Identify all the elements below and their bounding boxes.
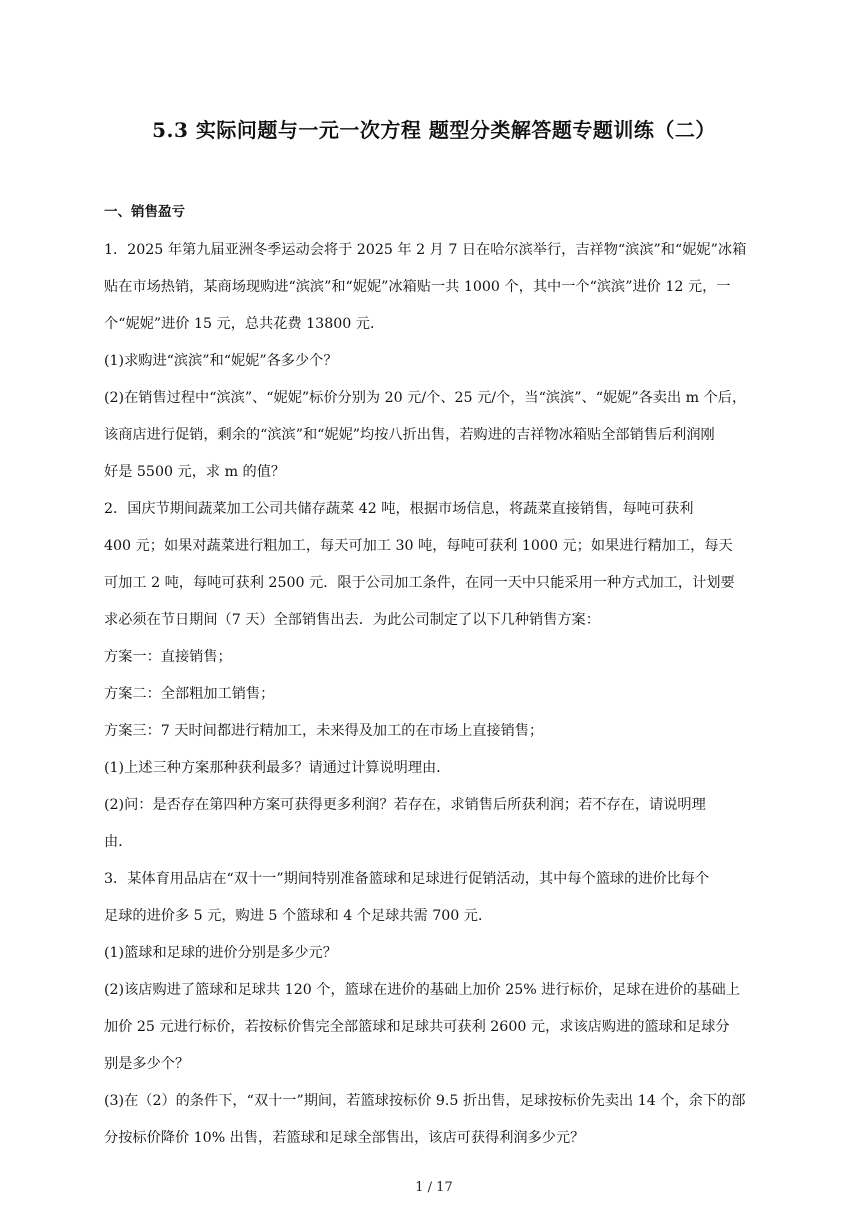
text-line: (1)上述三种方案那种获利最多？请通过计算说明理由．: [104, 760, 451, 776]
text-line: 足球的进价多 5 元，购进 5 个篮球和 4 个足球共需 700 元．: [104, 908, 493, 924]
text-line: 可加工 2 吨，每吨可获利 2500 元．限于公司加工条件，在同一天中只能采用一种方式加工，计划要: [104, 575, 735, 591]
text-line: 由．: [104, 834, 133, 850]
document-title: 5.3 实际问题与一元一次方程 题型分类解答题专题训练（二）: [152, 118, 716, 142]
text-line: 求必须在节日期间（7 天）全部销售出去．为此公司制定了以下几种销售方案：: [104, 612, 600, 628]
text-line: (2)该店购进了篮球和足球共 120 个，篮球在进价的基础上加价 25% 进行标价，足球在进价的基础上: [104, 982, 740, 998]
text-line: 贴在市场热销，某商场现购进“滨滨”和“妮妮”冰箱贴一共 1000 个，其中一个“滨滨”进价 12 元，一: [104, 279, 731, 295]
text-line: 分按标价降价 10% 出售，若篮球和足球全部售出，该店可获得利润多少元？: [104, 1130, 585, 1146]
text-line: 方案三：7 天时间都进行精加工，未来得及加工的在市场上直接销售；: [104, 723, 544, 739]
text-line: 好是 5500 元，求 m 的值？: [104, 464, 286, 480]
text-line: (1)求购进“滨滨”和“妮妮”各多少个？: [104, 353, 338, 369]
text-line: 个“妮妮”进价 15 元，总共花费 13800 元．: [104, 316, 385, 332]
text-line: (3)在（2）的条件下，“双十一”期间，若篮球按标价 9.5 折出售，足球按标价先卖出 14 个，余下的部: [104, 1093, 746, 1109]
text-line: 该商店进行促销，剩余的“滨滨”和“妮妮”均按八折出售，若购进的吉祥物冰箱贴全部销售后利润刚: [104, 427, 715, 443]
text-line: 3．某体育用品店在“双十一”期间特别准备篮球和足球进行促销活动，其中每个篮球的进价比每个: [104, 871, 710, 887]
text-line: (2)在销售过程中“滨滨”、“妮妮”标价分别为 20 元/个、25 元/个，当“滨滨”、“妮妮”各卖出 m 个后，: [104, 390, 747, 406]
text-line: (2)问：是否存在第四种方案可获得更多利润？若存在，求销售后所获利润；若不存在，请说明理: [104, 797, 706, 813]
text-line: 别是多少个？: [104, 1056, 190, 1072]
text-line: 400 元；如果对蔬菜进行粗加工，每天可加工 30 吨，每吨可获利 1000 元；如果进行精加工，每天: [104, 538, 733, 554]
text-line: (1)篮球和足球的进价分别是多少元？: [104, 945, 337, 961]
text-line: 1．2025 年第九届亚洲冬季运动会将于 2025 年 2 月 7 日在哈尔滨举行，吉祥物“滨滨”和“妮妮”冰箱: [104, 242, 747, 258]
text-line: 2．国庆节期间蔬菜加工公司共储存蔬菜 42 吨，根据市场信息，将蔬菜直接销售，每吨可获利: [104, 501, 694, 517]
text-line: 方案二：全部粗加工销售；: [104, 686, 275, 702]
page-number: 1 / 17: [415, 1180, 453, 1195]
section-heading: 一、销售盈亏: [104, 204, 185, 220]
text-line: 方案一：直接销售；: [104, 649, 232, 665]
text-line: 加价 25 元进行标价，若按标价售完全部篮球和足球共可获利 2600 元，求该店购进的篮球和足球分: [104, 1019, 730, 1035]
